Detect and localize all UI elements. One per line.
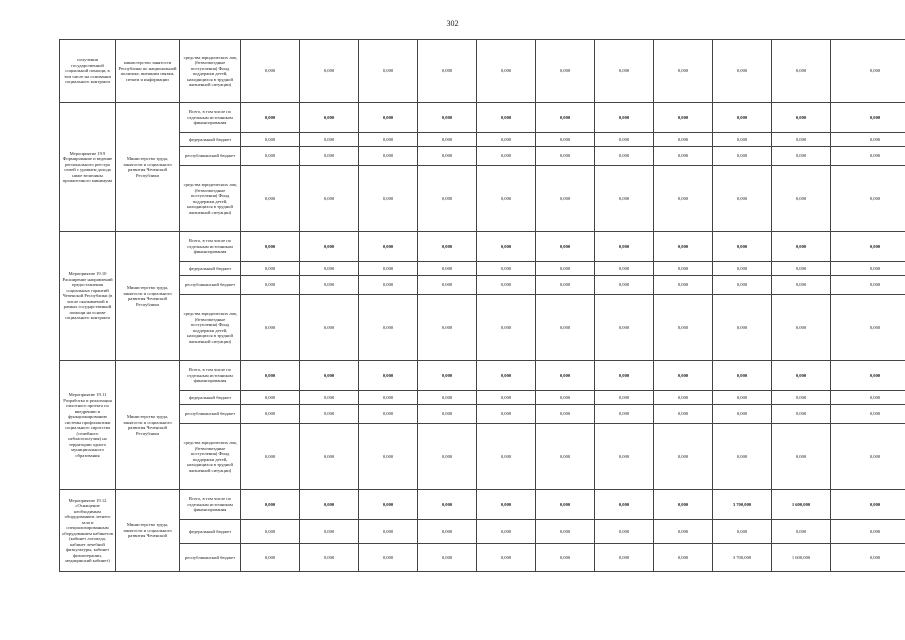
table-row	[60, 490, 905, 520]
value-cell: 0,000	[536, 147, 595, 166]
source-cell: федеральный бюджет	[180, 262, 241, 276]
value-cell: 0,000	[418, 424, 477, 490]
table-row	[60, 103, 905, 133]
value-cell: 0,000	[477, 147, 536, 166]
value-cell: 0,000	[713, 232, 772, 262]
value-cell: 0,000	[241, 424, 300, 490]
value-cell: 0,000	[241, 544, 300, 572]
value-cell: 0,000	[713, 391, 772, 405]
value-cell: 0,000	[300, 424, 359, 490]
table-row	[60, 133, 905, 147]
value-cell: 0,000	[595, 424, 654, 490]
value-cell: 0,000	[477, 424, 536, 490]
value-cell: 0,000	[772, 424, 831, 490]
table-row	[60, 391, 905, 405]
value-cell: 0,000	[300, 232, 359, 262]
value-cell: 0,000	[831, 103, 905, 133]
value-cell: 0,000	[831, 232, 905, 262]
value-cell: 0,000	[418, 262, 477, 276]
value-cell: 0,000	[595, 133, 654, 147]
table-row	[60, 424, 905, 490]
value-cell: 0,000	[536, 40, 595, 103]
value-cell: 0,000	[536, 133, 595, 147]
value-cell: 0,000	[241, 40, 300, 103]
value-cell: 0,000	[477, 391, 536, 405]
value-cell: 0,000	[831, 166, 905, 232]
source-cell: республиканский бюджет	[180, 544, 241, 572]
value-cell: 0,000	[772, 166, 831, 232]
source-cell: средства юридических лиц (безвозмездные поступления) Фонд поддержки детей, находящихся в трудной жизненной ситуации)	[180, 424, 241, 490]
value-cell: 0,000	[241, 133, 300, 147]
value-cell: 0,000	[713, 147, 772, 166]
value-cell: 0,000	[772, 133, 831, 147]
value-cell: 0,000	[477, 361, 536, 391]
value-cell: 0,000	[595, 361, 654, 391]
value-cell: 0,000	[418, 490, 477, 520]
value-cell: 0,000	[241, 262, 300, 276]
value-cell: 0,000	[713, 166, 772, 232]
table-row	[60, 295, 905, 361]
value-cell: 0,000	[418, 544, 477, 572]
value-cell: 0,000	[418, 361, 477, 391]
source-cell: средства юридических лиц (безвозмездные поступления) Фонд поддержки детей, находящихся в трудной жизненной ситуации)	[180, 40, 241, 103]
value-cell: 0,000	[241, 103, 300, 133]
value-cell: 0,000	[241, 405, 300, 424]
table-row	[60, 40, 905, 103]
value-cell: 0,000	[241, 276, 300, 295]
value-cell: 0,000	[300, 490, 359, 520]
value-cell: 0,000	[536, 424, 595, 490]
value-cell: 0,000	[477, 232, 536, 262]
value-cell: 0,000	[418, 133, 477, 147]
value-cell: 0,000	[831, 361, 905, 391]
value-cell: 3 700,000	[713, 490, 772, 520]
value-cell: 0,000	[359, 276, 418, 295]
executor-cell: Министерство труда, занятости и социального развития Чеченской Республики	[116, 232, 180, 361]
value-cell: 0,000	[772, 295, 831, 361]
value-cell: 0,000	[477, 103, 536, 133]
value-cell: 0,000	[595, 276, 654, 295]
value-cell: 0,000	[654, 391, 713, 405]
value-cell: 0,000	[536, 103, 595, 133]
value-cell: 0,000	[831, 424, 905, 490]
table-row	[60, 147, 905, 166]
table-row	[60, 232, 905, 262]
source-cell: федеральный бюджет	[180, 520, 241, 544]
value-cell: 0,000	[300, 276, 359, 295]
value-cell: 0,000	[654, 262, 713, 276]
value-cell: 0,000	[241, 520, 300, 544]
value-cell: 3 700,000	[713, 544, 772, 572]
source-cell: Всего, в том числе по отдельным источникам финансирования	[180, 103, 241, 133]
value-cell: 0,000	[418, 520, 477, 544]
value-cell: 0,000	[536, 295, 595, 361]
value-cell: 0,000	[654, 147, 713, 166]
value-cell: 0,000	[300, 133, 359, 147]
value-cell: 0,000	[595, 391, 654, 405]
value-cell: 0,000	[359, 262, 418, 276]
value-cell: 0,000	[536, 232, 595, 262]
value-cell: 0,000	[477, 133, 536, 147]
value-cell: 0,000	[713, 295, 772, 361]
value-cell: 0,000	[359, 544, 418, 572]
value-cell: 0,000	[359, 103, 418, 133]
value-cell: 0,000	[359, 361, 418, 391]
value-cell: 0,000	[359, 391, 418, 405]
source-cell: средства юридических лиц (безвозмездные поступления) Фонд поддержки детей, находящихся в трудной жизненной ситуации)	[180, 166, 241, 232]
value-cell: 0,000	[477, 262, 536, 276]
value-cell: 0,000	[300, 147, 359, 166]
value-cell: 0,000	[831, 276, 905, 295]
page-number: 302	[446, 19, 459, 28]
value-cell: 0,000	[595, 103, 654, 133]
value-cell: 0,000	[241, 295, 300, 361]
table-row	[60, 544, 905, 572]
value-cell: 0,000	[831, 40, 905, 103]
value-cell: 0,000	[477, 490, 536, 520]
value-cell: 0,000	[595, 405, 654, 424]
value-cell: 0,000	[772, 520, 831, 544]
value-cell: 0,000	[772, 405, 831, 424]
value-cell: 0,000	[654, 520, 713, 544]
executor-cell: Министерство труда, занятости и социального развития Чеченской Республики	[116, 361, 180, 490]
value-cell: 0,000	[654, 276, 713, 295]
measure-cell: Мероприятие 19.11 Разработка и реализация пилотного проекта по внедрению и функционированию системы профилактики социального сиротства (семейного неблагополучия) на территории одного муниципального образования	[60, 361, 116, 490]
value-cell: 1 600,000	[772, 490, 831, 520]
value-cell: 0,000	[241, 361, 300, 391]
executor-cell: Министерство труда, занятости и социального развития Чеченской Республики	[116, 103, 180, 232]
value-cell: 0,000	[772, 361, 831, 391]
value-cell: 0,000	[418, 391, 477, 405]
source-cell: Всего, в том числе по отдельным источникам финансирования	[180, 490, 241, 520]
value-cell: 0,000	[536, 166, 595, 232]
value-cell: 0,000	[772, 40, 831, 103]
value-cell: 0,000	[713, 361, 772, 391]
value-cell: 0,000	[241, 490, 300, 520]
value-cell: 0,000	[536, 361, 595, 391]
value-cell: 0,000	[831, 544, 905, 572]
table-row	[60, 262, 905, 276]
value-cell: 0,000	[418, 166, 477, 232]
value-cell: 0,000	[713, 133, 772, 147]
value-cell: 0,000	[595, 147, 654, 166]
value-cell: 0,000	[300, 544, 359, 572]
value-cell: 0,000	[831, 391, 905, 405]
table-row	[60, 520, 905, 544]
value-cell: 0,000	[241, 391, 300, 405]
source-cell: республиканский бюджет	[180, 147, 241, 166]
value-cell: 0,000	[418, 232, 477, 262]
value-cell: 0,000	[595, 262, 654, 276]
value-cell: 0,000	[300, 391, 359, 405]
source-cell: федеральный бюджет	[180, 391, 241, 405]
value-cell: 0,000	[772, 232, 831, 262]
value-cell: 0,000	[713, 405, 772, 424]
value-cell: 0,000	[595, 520, 654, 544]
value-cell: 0,000	[241, 147, 300, 166]
value-cell: 0,000	[831, 490, 905, 520]
executor-cell: министерство занятости Республики по национальной политике, внешним связям, печати и информации	[116, 40, 180, 103]
value-cell: 0,000	[477, 276, 536, 295]
value-cell: 0,000	[477, 544, 536, 572]
funding-table	[59, 39, 905, 572]
table-row	[60, 276, 905, 295]
value-cell: 1 600,000	[772, 544, 831, 572]
value-cell: 0,000	[772, 262, 831, 276]
value-cell: 0,000	[713, 103, 772, 133]
value-cell: 0,000	[654, 490, 713, 520]
value-cell: 0,000	[654, 40, 713, 103]
value-cell: 0,000	[359, 424, 418, 490]
source-cell: средства юридических лиц (безвозмездные поступления) Фонд поддержки детей, находящихся в трудной жизненной ситуации)	[180, 295, 241, 361]
value-cell: 0,000	[536, 405, 595, 424]
value-cell: 0,000	[772, 103, 831, 133]
value-cell: 0,000	[300, 361, 359, 391]
value-cell: 0,000	[359, 133, 418, 147]
value-cell: 0,000	[654, 405, 713, 424]
value-cell: 0,000	[477, 40, 536, 103]
value-cell: 0,000	[713, 262, 772, 276]
measure-cell: Мероприятие 19.9 Формирование и ведение регионального реестра семей с уровнем дохода ниже величины прожиточного минимума	[60, 103, 116, 232]
value-cell: 0,000	[418, 295, 477, 361]
value-cell: 0,000	[359, 490, 418, 520]
value-cell: 0,000	[595, 295, 654, 361]
value-cell: 0,000	[418, 276, 477, 295]
value-cell: 0,000	[359, 520, 418, 544]
value-cell: 0,000	[359, 232, 418, 262]
value-cell: 0,000	[654, 544, 713, 572]
value-cell: 0,000	[536, 276, 595, 295]
value-cell: 0,000	[713, 424, 772, 490]
value-cell: 0,000	[654, 103, 713, 133]
value-cell: 0,000	[418, 147, 477, 166]
value-cell: 0,000	[831, 520, 905, 544]
value-cell: 0,000	[772, 276, 831, 295]
value-cell: 0,000	[713, 520, 772, 544]
source-cell: республиканский бюджет	[180, 405, 241, 424]
value-cell: 0,000	[772, 391, 831, 405]
value-cell: 0,000	[654, 295, 713, 361]
value-cell: 0,000	[359, 405, 418, 424]
value-cell: 0,000	[536, 544, 595, 572]
source-cell: республиканский бюджет	[180, 276, 241, 295]
source-cell: федеральный бюджет	[180, 133, 241, 147]
value-cell: 0,000	[359, 295, 418, 361]
value-cell: 0,000	[359, 166, 418, 232]
value-cell: 0,000	[300, 262, 359, 276]
value-cell: 0,000	[654, 166, 713, 232]
value-cell: 0,000	[536, 391, 595, 405]
value-cell: 0,000	[536, 520, 595, 544]
value-cell: 0,000	[359, 40, 418, 103]
value-cell: 0,000	[595, 166, 654, 232]
value-cell: 0,000	[241, 232, 300, 262]
value-cell: 0,000	[595, 490, 654, 520]
measure-cell: Мероприятие 19.10 Расширение направлений предоставления социальных гарантий Чеченской Республики (в числе оказываемой в рамках государственной помощи на основе социального контракта	[60, 232, 116, 361]
value-cell: 0,000	[359, 147, 418, 166]
value-cell: 0,000	[654, 361, 713, 391]
value-cell: 0,000	[831, 133, 905, 147]
value-cell: 0,000	[595, 232, 654, 262]
value-cell: 0,000	[536, 262, 595, 276]
value-cell: 0,000	[300, 295, 359, 361]
value-cell: 0,000	[831, 295, 905, 361]
table-row	[60, 166, 905, 232]
value-cell: 0,000	[300, 40, 359, 103]
value-cell: 0,000	[831, 147, 905, 166]
value-cell: 0,000	[300, 166, 359, 232]
value-cell: 0,000	[477, 520, 536, 544]
executor-cell: Министерство труда, занятости и социального развития Чеченской	[116, 490, 180, 572]
value-cell: 0,000	[536, 490, 595, 520]
value-cell: 0,000	[241, 166, 300, 232]
value-cell: 0,000	[654, 232, 713, 262]
value-cell: 0,000	[477, 295, 536, 361]
value-cell: 0,000	[300, 520, 359, 544]
value-cell: 0,000	[831, 262, 905, 276]
value-cell: 0,000	[595, 544, 654, 572]
value-cell: 0,000	[831, 405, 905, 424]
value-cell: 0,000	[300, 103, 359, 133]
value-cell: 0,000	[477, 405, 536, 424]
value-cell: 0,000	[418, 405, 477, 424]
source-cell: Всего, в том числе по отдельным источникам финансирования	[180, 361, 241, 391]
measure-cell: Мероприятие 19.12 «Оснащение необходимым оборудованием летнего зала и специализированным оборудованием кабинетов (кабинет логопеда, кабинет лечебной физкультуры, кабинет физиотерапии, медицинский кабинет)	[60, 490, 116, 572]
value-cell: 0,000	[418, 103, 477, 133]
value-cell: 0,000	[772, 147, 831, 166]
value-cell: 0,000	[654, 424, 713, 490]
table-row	[60, 405, 905, 424]
value-cell: 0,000	[654, 133, 713, 147]
value-cell: 0,000	[713, 40, 772, 103]
value-cell: 0,000	[300, 405, 359, 424]
measure-cell: получения государственной социальной помощи, в том числе на основании социального контракта	[60, 40, 116, 103]
value-cell: 0,000	[418, 40, 477, 103]
value-cell: 0,000	[477, 166, 536, 232]
value-cell: 0,000	[713, 276, 772, 295]
source-cell: Всего, в том числе по отдельным источникам финансирования	[180, 232, 241, 262]
value-cell: 0,000	[595, 40, 654, 103]
table-row	[60, 361, 905, 391]
